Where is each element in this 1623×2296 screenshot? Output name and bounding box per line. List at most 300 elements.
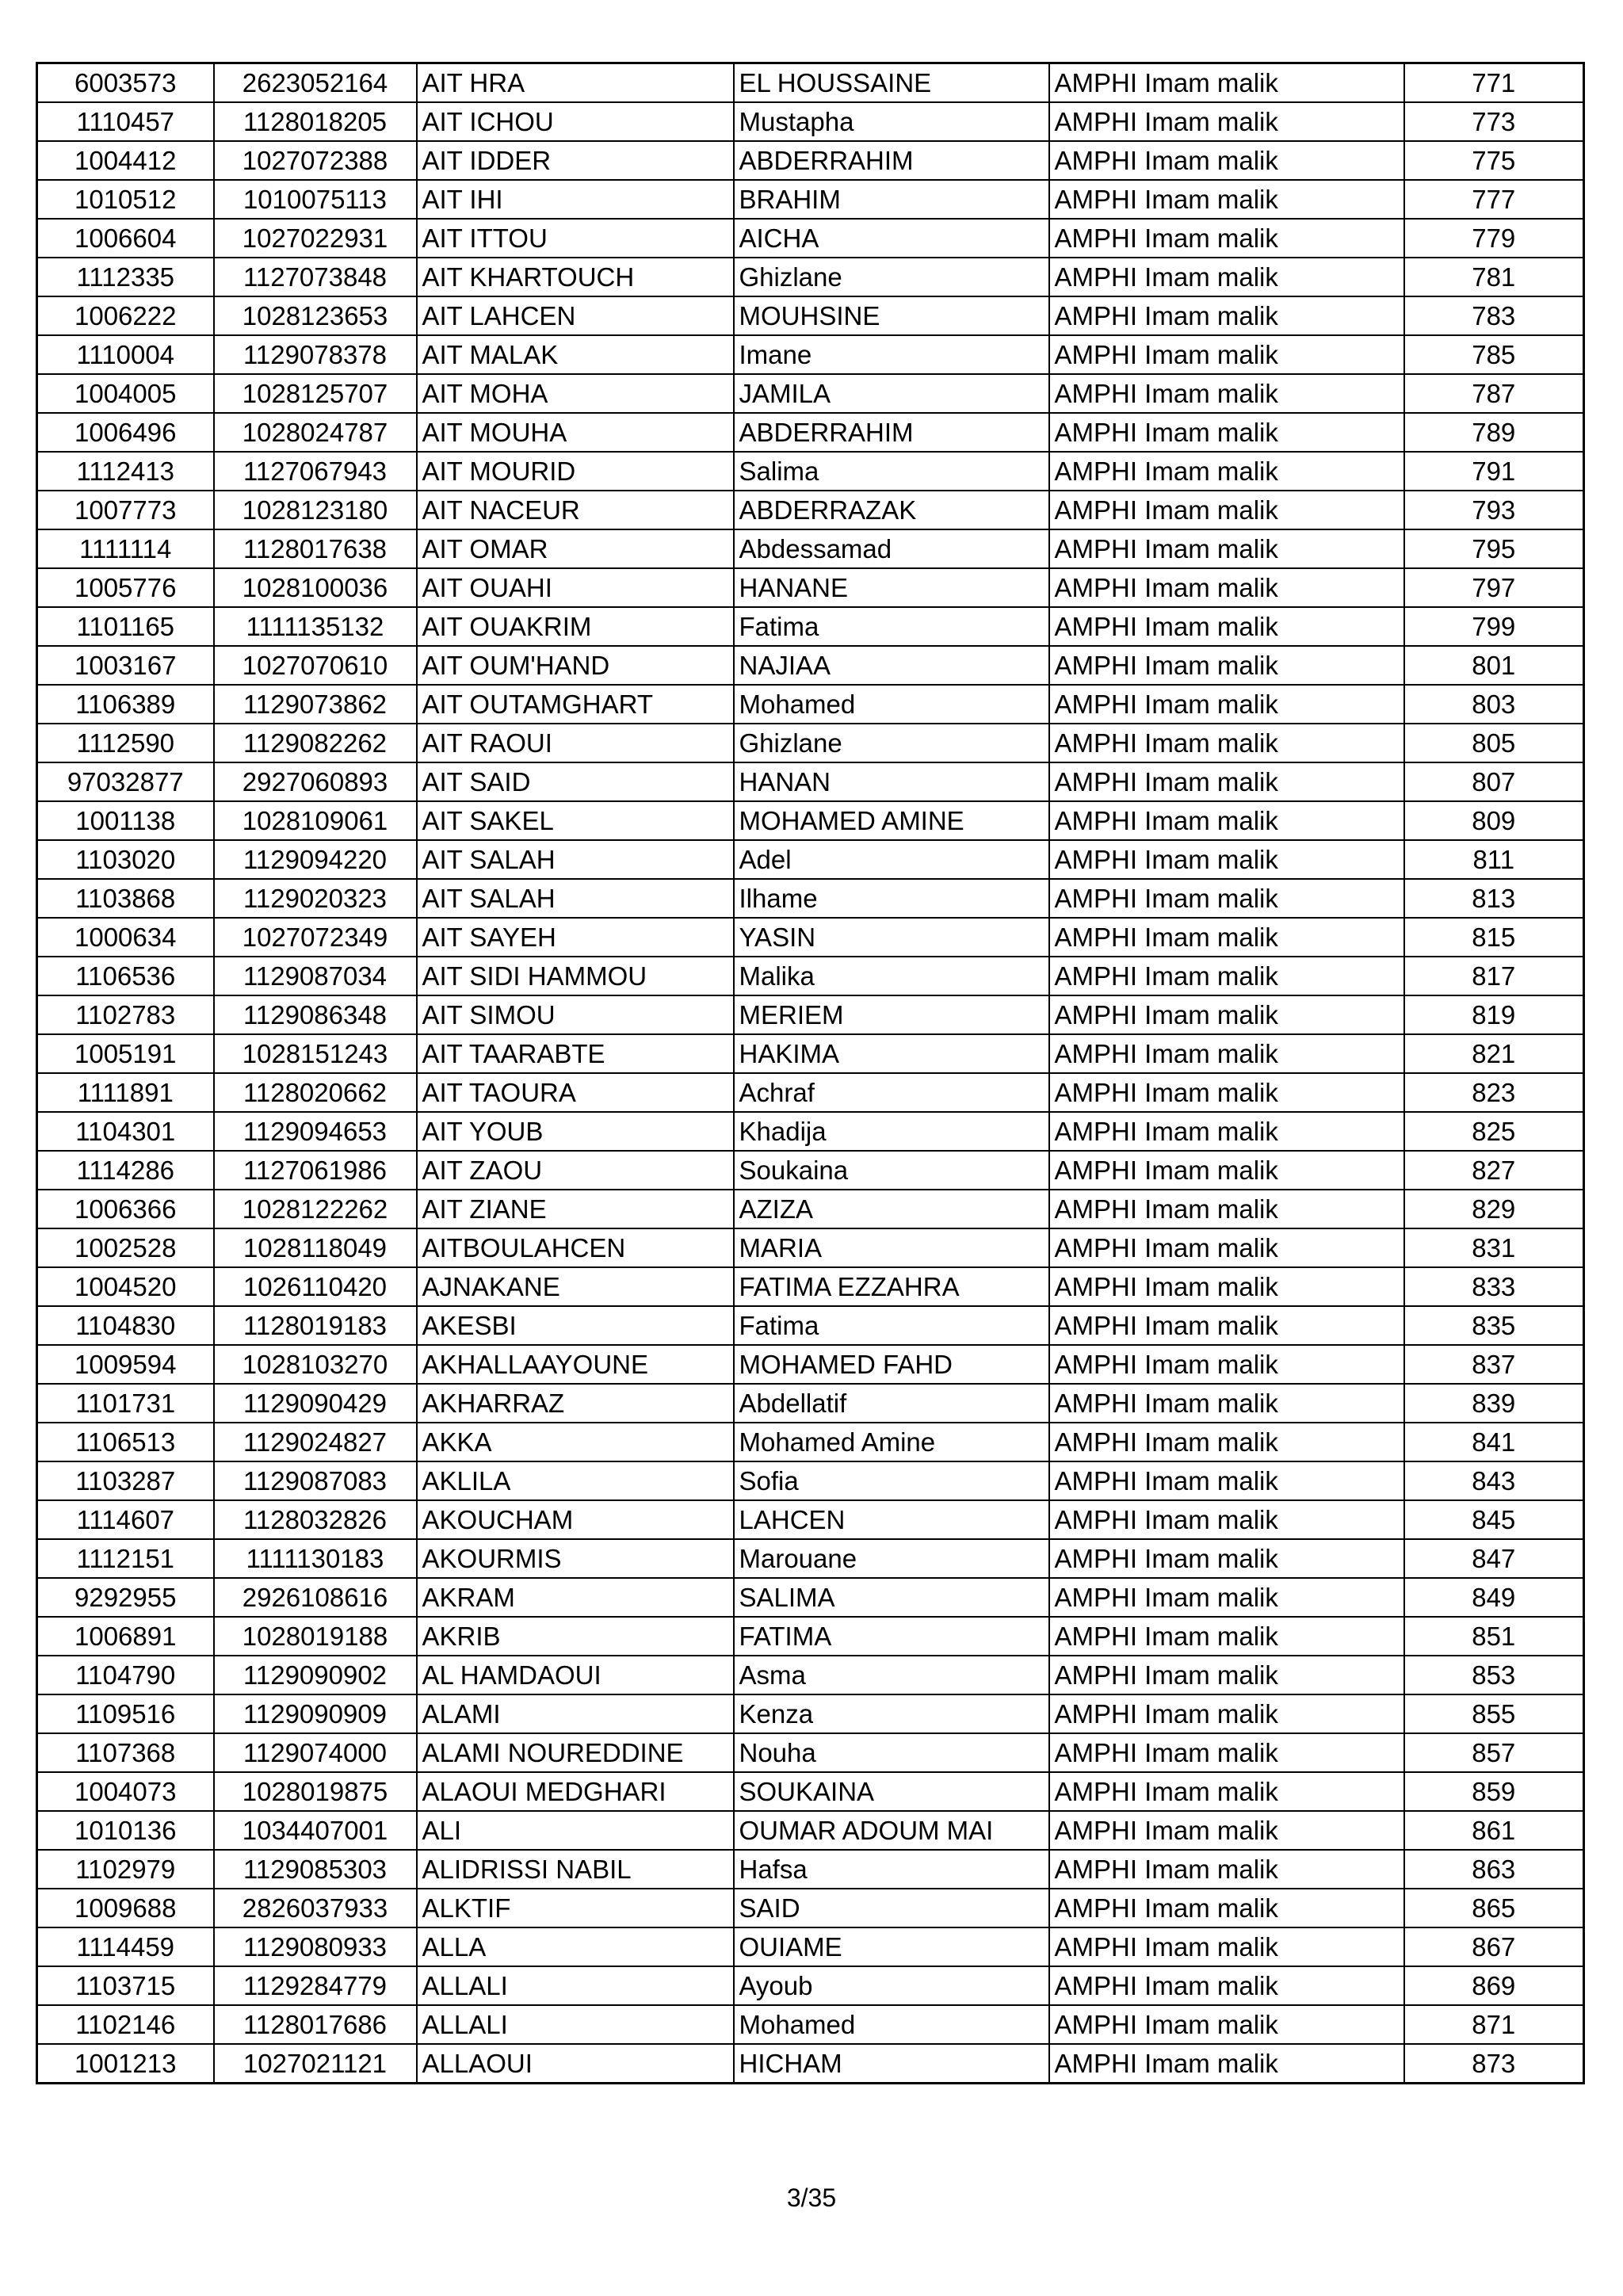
table-row	[37, 1656, 1584, 1694]
exam-room-cell: AMPHI Imam malik	[1049, 568, 1404, 607]
table-row	[37, 957, 1584, 995]
last-name-cell: AIT MOHA	[417, 374, 734, 413]
massar-code-cell: 9292955	[37, 1578, 214, 1617]
table-row	[37, 374, 1584, 413]
table-row	[37, 219, 1584, 258]
seat-number-cell: 779	[1404, 219, 1584, 258]
cin-number-cell: 1027070610	[214, 646, 417, 685]
first-name-cell: AICHA	[734, 219, 1049, 258]
cin-number-cell: 1129090909	[214, 1694, 417, 1733]
exam-room-cell: AMPHI Imam malik	[1049, 840, 1404, 879]
first-name-cell: MERIEM	[734, 995, 1049, 1034]
table-row	[37, 1034, 1584, 1073]
table-row	[37, 1423, 1584, 1461]
last-name-cell: AIT TAOURA	[417, 1073, 734, 1112]
cin-number-cell: 1129094220	[214, 840, 417, 879]
massar-code-cell: 1006891	[37, 1617, 214, 1656]
exam-room-cell: AMPHI Imam malik	[1049, 801, 1404, 840]
seat-number-cell: 865	[1404, 1889, 1584, 1927]
massar-code-cell: 1102979	[37, 1850, 214, 1889]
cin-number-cell: 1028019188	[214, 1617, 417, 1656]
first-name-cell: Fatima	[734, 607, 1049, 646]
table-row	[37, 1927, 1584, 1966]
table-row	[37, 2044, 1584, 2084]
massar-code-cell: 1006222	[37, 296, 214, 335]
massar-code-cell: 1111891	[37, 1073, 214, 1112]
massar-code-cell: 6003573	[37, 63, 214, 103]
exam-room-cell: AMPHI Imam malik	[1049, 1384, 1404, 1423]
last-name-cell: AIT KHARTOUCH	[417, 258, 734, 296]
massar-code-cell: 1114286	[37, 1151, 214, 1190]
last-name-cell: AKHALLAAYOUNE	[417, 1345, 734, 1384]
first-name-cell: BRAHIM	[734, 180, 1049, 219]
exam-room-cell: AMPHI Imam malik	[1049, 1190, 1404, 1228]
exam-room-cell: AMPHI Imam malik	[1049, 63, 1404, 103]
table-row	[37, 879, 1584, 918]
table-row	[37, 1151, 1584, 1190]
massar-code-cell: 1010136	[37, 1811, 214, 1850]
first-name-cell: HANANE	[734, 568, 1049, 607]
massar-code-cell: 1111114	[37, 529, 214, 568]
table-row	[37, 607, 1584, 646]
cin-number-cell: 1028118049	[214, 1228, 417, 1267]
seat-number-cell: 851	[1404, 1617, 1584, 1656]
seat-number-cell: 785	[1404, 335, 1584, 374]
exam-room-cell: AMPHI Imam malik	[1049, 1423, 1404, 1461]
seat-number-cell: 843	[1404, 1461, 1584, 1500]
massar-code-cell: 1006366	[37, 1190, 214, 1228]
seat-number-cell: 805	[1404, 724, 1584, 762]
table-row	[37, 1073, 1584, 1112]
cin-number-cell: 1129074000	[214, 1733, 417, 1772]
seat-number-cell: 845	[1404, 1500, 1584, 1539]
table-row	[37, 1306, 1584, 1345]
exam-room-cell: AMPHI Imam malik	[1049, 1772, 1404, 1811]
cin-number-cell: 1028103270	[214, 1345, 417, 1384]
cin-number-cell: 1128020662	[214, 1073, 417, 1112]
cin-number-cell: 1028125707	[214, 374, 417, 413]
seat-number-cell: 839	[1404, 1384, 1584, 1423]
exam-room-cell: AMPHI Imam malik	[1049, 1112, 1404, 1151]
exam-room-cell: AMPHI Imam malik	[1049, 1151, 1404, 1190]
last-name-cell: AIT SAYEH	[417, 918, 734, 957]
seat-number-cell: 819	[1404, 995, 1584, 1034]
exam-room-cell: AMPHI Imam malik	[1049, 452, 1404, 491]
cin-number-cell: 1027072349	[214, 918, 417, 957]
first-name-cell: Khadija	[734, 1112, 1049, 1151]
massar-code-cell: 1101731	[37, 1384, 214, 1423]
cin-number-cell: 1129073862	[214, 685, 417, 724]
seat-number-cell: 863	[1404, 1850, 1584, 1889]
last-name-cell: AIT HRA	[417, 63, 734, 103]
exam-room-cell: AMPHI Imam malik	[1049, 296, 1404, 335]
first-name-cell: Salima	[734, 452, 1049, 491]
table-row	[37, 1539, 1584, 1578]
table-row	[37, 1850, 1584, 1889]
cin-number-cell: 1129087034	[214, 957, 417, 995]
last-name-cell: AIT OUTAMGHART	[417, 685, 734, 724]
last-name-cell: AIT SAKEL	[417, 801, 734, 840]
first-name-cell: MOHAMED AMINE	[734, 801, 1049, 840]
first-name-cell: Asma	[734, 1656, 1049, 1694]
exam-room-cell: AMPHI Imam malik	[1049, 1461, 1404, 1500]
first-name-cell: OUIAME	[734, 1927, 1049, 1966]
last-name-cell: AIT SAID	[417, 762, 734, 801]
seat-number-cell: 855	[1404, 1694, 1584, 1733]
last-name-cell: AIT MOURID	[417, 452, 734, 491]
exam-room-cell: AMPHI Imam malik	[1049, 724, 1404, 762]
first-name-cell: Mohamed Amine	[734, 1423, 1049, 1461]
seat-number-cell: 837	[1404, 1345, 1584, 1384]
student-list-sheet	[36, 62, 1583, 2084]
massar-code-cell: 1112590	[37, 724, 214, 762]
massar-code-cell: 1004412	[37, 141, 214, 180]
cin-number-cell: 1034407001	[214, 1811, 417, 1850]
massar-code-cell: 1001213	[37, 2044, 214, 2084]
seat-number-cell: 827	[1404, 1151, 1584, 1190]
massar-code-cell: 1001138	[37, 801, 214, 840]
cin-number-cell: 1028100036	[214, 568, 417, 607]
first-name-cell: Ghizlane	[734, 258, 1049, 296]
massar-code-cell: 1114459	[37, 1927, 214, 1966]
table-row	[37, 1811, 1584, 1850]
table-row	[37, 1384, 1584, 1423]
exam-room-cell: AMPHI Imam malik	[1049, 1850, 1404, 1889]
exam-room-cell: AMPHI Imam malik	[1049, 1578, 1404, 1617]
table-row	[37, 1112, 1584, 1151]
table-row	[37, 568, 1584, 607]
last-name-cell: ALKTIF	[417, 1889, 734, 1927]
exam-room-cell: AMPHI Imam malik	[1049, 1345, 1404, 1384]
table-row	[37, 685, 1584, 724]
table-row	[37, 1617, 1584, 1656]
first-name-cell: EL HOUSSAINE	[734, 63, 1049, 103]
seat-number-cell: 849	[1404, 1578, 1584, 1617]
student-table-body	[37, 63, 1584, 2084]
table-row	[37, 2005, 1584, 2044]
seat-number-cell: 817	[1404, 957, 1584, 995]
last-name-cell: AIT SALAH	[417, 879, 734, 918]
last-name-cell: ALLAOUI	[417, 2044, 734, 2084]
seat-number-cell: 789	[1404, 413, 1584, 452]
first-name-cell: Nouha	[734, 1733, 1049, 1772]
first-name-cell: FATIMA EZZAHRA	[734, 1267, 1049, 1306]
first-name-cell: MOHAMED FAHD	[734, 1345, 1049, 1384]
first-name-cell: SAID	[734, 1889, 1049, 1927]
cin-number-cell: 1028122262	[214, 1190, 417, 1228]
first-name-cell: AZIZA	[734, 1190, 1049, 1228]
table-row	[37, 762, 1584, 801]
last-name-cell: ALI	[417, 1811, 734, 1850]
last-name-cell: AKHARRAZ	[417, 1384, 734, 1423]
seat-number-cell: 791	[1404, 452, 1584, 491]
table-row	[37, 724, 1584, 762]
exam-room-cell: AMPHI Imam malik	[1049, 258, 1404, 296]
first-name-cell: Mohamed	[734, 2005, 1049, 2044]
last-name-cell: AJNAKANE	[417, 1267, 734, 1306]
last-name-cell: ALAMI NOUREDDINE	[417, 1733, 734, 1772]
table-row	[37, 1889, 1584, 1927]
cin-number-cell: 2927060893	[214, 762, 417, 801]
exam-room-cell: AMPHI Imam malik	[1049, 1034, 1404, 1073]
exam-room-cell: AMPHI Imam malik	[1049, 1267, 1404, 1306]
seat-number-cell: 831	[1404, 1228, 1584, 1267]
seat-number-cell: 815	[1404, 918, 1584, 957]
massar-code-cell: 1010512	[37, 180, 214, 219]
last-name-cell: AIT ITTOU	[417, 219, 734, 258]
exam-room-cell: AMPHI Imam malik	[1049, 1889, 1404, 1927]
last-name-cell: ALLALI	[417, 2005, 734, 2044]
last-name-cell: ALLALI	[417, 1966, 734, 2005]
table-row	[37, 1461, 1584, 1500]
cin-number-cell: 2826037933	[214, 1889, 417, 1927]
table-row	[37, 529, 1584, 568]
last-name-cell: AIT LAHCEN	[417, 296, 734, 335]
student-table	[36, 62, 1585, 2084]
seat-number-cell: 829	[1404, 1190, 1584, 1228]
first-name-cell: SALIMA	[734, 1578, 1049, 1617]
table-row	[37, 918, 1584, 957]
last-name-cell: ALAOUI MEDGHARI	[417, 1772, 734, 1811]
last-name-cell: AIT IHI	[417, 180, 734, 219]
cin-number-cell: 1129090429	[214, 1384, 417, 1423]
table-row	[37, 1345, 1584, 1384]
table-row	[37, 258, 1584, 296]
last-name-cell: AIT OUAHI	[417, 568, 734, 607]
last-name-cell: AIT YOUB	[417, 1112, 734, 1151]
table-row	[37, 141, 1584, 180]
cin-number-cell: 1027072388	[214, 141, 417, 180]
table-row	[37, 1228, 1584, 1267]
cin-number-cell: 1129087083	[214, 1461, 417, 1500]
last-name-cell: AIT NACEUR	[417, 491, 734, 529]
massar-code-cell: 1009688	[37, 1889, 214, 1927]
last-name-cell: AIT TAARABTE	[417, 1034, 734, 1073]
massar-code-cell: 1004005	[37, 374, 214, 413]
last-name-cell: AIT OUM'HAND	[417, 646, 734, 685]
massar-code-cell: 1104301	[37, 1112, 214, 1151]
seat-number-cell: 861	[1404, 1811, 1584, 1850]
cin-number-cell: 1129085303	[214, 1850, 417, 1889]
massar-code-cell: 1106389	[37, 685, 214, 724]
massar-code-cell: 1110004	[37, 335, 214, 374]
seat-number-cell: 771	[1404, 63, 1584, 103]
first-name-cell: MARIA	[734, 1228, 1049, 1267]
massar-code-cell: 1005776	[37, 568, 214, 607]
last-name-cell: AIT SALAH	[417, 840, 734, 879]
massar-code-cell: 1004073	[37, 1772, 214, 1811]
last-name-cell: AIT IDDER	[417, 141, 734, 180]
seat-number-cell: 803	[1404, 685, 1584, 724]
cin-number-cell: 1027022931	[214, 219, 417, 258]
table-row	[37, 1500, 1584, 1539]
seat-number-cell: 795	[1404, 529, 1584, 568]
seat-number-cell: 823	[1404, 1073, 1584, 1112]
first-name-cell: Abdellatif	[734, 1384, 1049, 1423]
cin-number-cell: 1128032826	[214, 1500, 417, 1539]
first-name-cell: Fatima	[734, 1306, 1049, 1345]
seat-number-cell: 777	[1404, 180, 1584, 219]
massar-code-cell: 1102783	[37, 995, 214, 1034]
page-number: 3/35	[786, 2183, 837, 2212]
last-name-cell: AKLILA	[417, 1461, 734, 1500]
massar-code-cell: 1002528	[37, 1228, 214, 1267]
table-row	[37, 995, 1584, 1034]
exam-room-cell: AMPHI Imam malik	[1049, 413, 1404, 452]
cin-number-cell: 1128019183	[214, 1306, 417, 1345]
massar-code-cell: 1104790	[37, 1656, 214, 1694]
table-row	[37, 63, 1584, 103]
exam-room-cell: AMPHI Imam malik	[1049, 646, 1404, 685]
seat-number-cell: 807	[1404, 762, 1584, 801]
seat-number-cell: 825	[1404, 1112, 1584, 1151]
first-name-cell: Hafsa	[734, 1850, 1049, 1889]
exam-room-cell: AMPHI Imam malik	[1049, 2005, 1404, 2044]
last-name-cell: AIT RAOUI	[417, 724, 734, 762]
table-row	[37, 1578, 1584, 1617]
cin-number-cell: 1129020323	[214, 879, 417, 918]
seat-number-cell: 869	[1404, 1966, 1584, 2005]
exam-room-cell: AMPHI Imam malik	[1049, 918, 1404, 957]
exam-room-cell: AMPHI Imam malik	[1049, 335, 1404, 374]
table-row	[37, 296, 1584, 335]
first-name-cell: OUMAR ADOUM MAI	[734, 1811, 1049, 1850]
first-name-cell: LAHCEN	[734, 1500, 1049, 1539]
last-name-cell: AIT MALAK	[417, 335, 734, 374]
exam-room-cell: AMPHI Imam malik	[1049, 1539, 1404, 1578]
cin-number-cell: 1129284779	[214, 1966, 417, 2005]
massar-code-cell: 97032877	[37, 762, 214, 801]
seat-number-cell: 801	[1404, 646, 1584, 685]
last-name-cell: ALIDRISSI NABIL	[417, 1850, 734, 1889]
first-name-cell: JAMILA	[734, 374, 1049, 413]
cin-number-cell: 1028123653	[214, 296, 417, 335]
massar-code-cell: 1000634	[37, 918, 214, 957]
exam-room-cell: AMPHI Imam malik	[1049, 102, 1404, 141]
exam-room-cell: AMPHI Imam malik	[1049, 957, 1404, 995]
massar-code-cell: 1112335	[37, 258, 214, 296]
massar-code-cell: 1101165	[37, 607, 214, 646]
first-name-cell: MOUHSINE	[734, 296, 1049, 335]
massar-code-cell: 1110457	[37, 102, 214, 141]
exam-room-cell: AMPHI Imam malik	[1049, 491, 1404, 529]
massar-code-cell: 1109516	[37, 1694, 214, 1733]
table-row	[37, 646, 1584, 685]
seat-number-cell: 781	[1404, 258, 1584, 296]
table-row	[37, 1190, 1584, 1228]
exam-room-cell: AMPHI Imam malik	[1049, 374, 1404, 413]
exam-room-cell: AMPHI Imam malik	[1049, 1073, 1404, 1112]
cin-number-cell: 1129078378	[214, 335, 417, 374]
table-row	[37, 335, 1584, 374]
table-row	[37, 180, 1584, 219]
last-name-cell: AL HAMDAOUI	[417, 1656, 734, 1694]
first-name-cell: Ghizlane	[734, 724, 1049, 762]
seat-number-cell: 873	[1404, 2044, 1584, 2084]
last-name-cell: AIT OMAR	[417, 529, 734, 568]
table-row	[37, 840, 1584, 879]
first-name-cell: Soukaina	[734, 1151, 1049, 1190]
first-name-cell: Marouane	[734, 1539, 1049, 1578]
cin-number-cell: 1010075113	[214, 180, 417, 219]
massar-code-cell: 1106536	[37, 957, 214, 995]
first-name-cell: Abdessamad	[734, 529, 1049, 568]
cin-number-cell: 1026110420	[214, 1267, 417, 1306]
first-name-cell: Malika	[734, 957, 1049, 995]
cin-number-cell: 1129090902	[214, 1656, 417, 1694]
seat-number-cell: 857	[1404, 1733, 1584, 1772]
table-row	[37, 491, 1584, 529]
first-name-cell: Ayoub	[734, 1966, 1049, 2005]
exam-room-cell: AMPHI Imam malik	[1049, 180, 1404, 219]
seat-number-cell: 871	[1404, 2005, 1584, 2044]
seat-number-cell: 835	[1404, 1306, 1584, 1345]
cin-number-cell: 1111135132	[214, 607, 417, 646]
cin-number-cell: 1028109061	[214, 801, 417, 840]
exam-room-cell: AMPHI Imam malik	[1049, 1228, 1404, 1267]
first-name-cell: Ilhame	[734, 879, 1049, 918]
massar-code-cell: 1005191	[37, 1034, 214, 1073]
last-name-cell: AKRAM	[417, 1578, 734, 1617]
table-row	[37, 801, 1584, 840]
massar-code-cell: 1112151	[37, 1539, 214, 1578]
cin-number-cell: 1129086348	[214, 995, 417, 1034]
first-name-cell: ABDERRAHIM	[734, 413, 1049, 452]
table-row	[37, 1733, 1584, 1772]
exam-room-cell: AMPHI Imam malik	[1049, 1733, 1404, 1772]
exam-room-cell: AMPHI Imam malik	[1049, 1617, 1404, 1656]
massar-code-cell: 1103287	[37, 1461, 214, 1500]
cin-number-cell: 1129080933	[214, 1927, 417, 1966]
table-row	[37, 413, 1584, 452]
exam-room-cell: AMPHI Imam malik	[1049, 1811, 1404, 1850]
last-name-cell: AKRIB	[417, 1617, 734, 1656]
table-row	[37, 1267, 1584, 1306]
exam-room-cell: AMPHI Imam malik	[1049, 995, 1404, 1034]
last-name-cell: AKOUCHAM	[417, 1500, 734, 1539]
first-name-cell: FATIMA	[734, 1617, 1049, 1656]
exam-room-cell: AMPHI Imam malik	[1049, 529, 1404, 568]
exam-room-cell: AMPHI Imam malik	[1049, 141, 1404, 180]
massar-code-cell: 1102146	[37, 2005, 214, 2044]
seat-number-cell: 809	[1404, 801, 1584, 840]
seat-number-cell: 813	[1404, 879, 1584, 918]
seat-number-cell: 847	[1404, 1539, 1584, 1578]
first-name-cell: Achraf	[734, 1073, 1049, 1112]
last-name-cell: AIT SIMOU	[417, 995, 734, 1034]
massar-code-cell: 1007773	[37, 491, 214, 529]
first-name-cell: NAJIAA	[734, 646, 1049, 685]
seat-number-cell: 821	[1404, 1034, 1584, 1073]
cin-number-cell: 1128017638	[214, 529, 417, 568]
seat-number-cell: 775	[1404, 141, 1584, 180]
last-name-cell: ALLA	[417, 1927, 734, 1966]
exam-room-cell: AMPHI Imam malik	[1049, 1306, 1404, 1345]
exam-room-cell: AMPHI Imam malik	[1049, 1656, 1404, 1694]
massar-code-cell: 1112413	[37, 452, 214, 491]
first-name-cell: HICHAM	[734, 2044, 1049, 2084]
exam-room-cell: AMPHI Imam malik	[1049, 607, 1404, 646]
first-name-cell: Adel	[734, 840, 1049, 879]
cin-number-cell: 1111130183	[214, 1539, 417, 1578]
last-name-cell: AKESBI	[417, 1306, 734, 1345]
table-row	[37, 452, 1584, 491]
cin-number-cell: 1027021121	[214, 2044, 417, 2084]
massar-code-cell: 1104830	[37, 1306, 214, 1345]
massar-code-cell: 1103020	[37, 840, 214, 879]
table-row	[37, 102, 1584, 141]
cin-number-cell: 2623052164	[214, 63, 417, 103]
